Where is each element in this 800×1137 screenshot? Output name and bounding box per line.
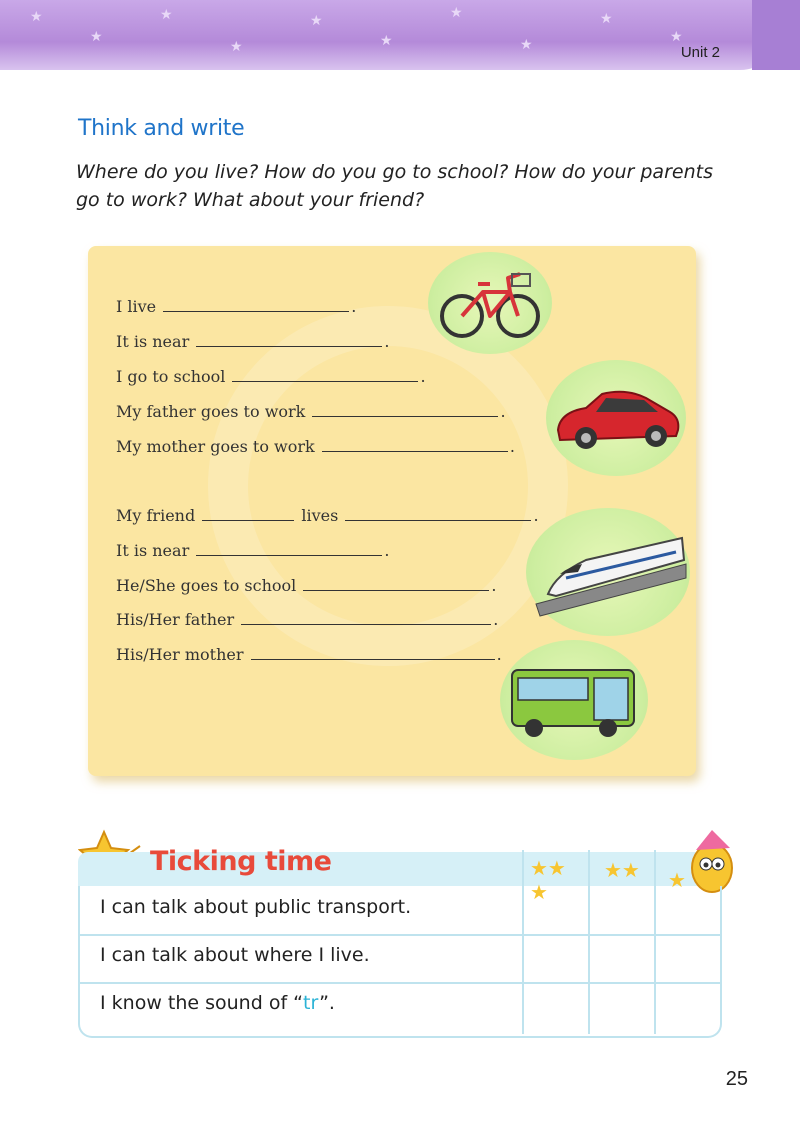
star-decoration-icon: ★: [160, 7, 173, 23]
line-prefix: I live: [116, 297, 157, 316]
answer-blank[interactable]: [196, 543, 382, 556]
stars-three-icon: ★★ ★: [530, 856, 566, 904]
line-prefix: My mother goes to work: [116, 437, 315, 456]
line-suffix: .: [493, 610, 499, 629]
stars-two-icon: ★★: [604, 858, 640, 882]
line-suffix: .: [420, 367, 426, 386]
star-decoration-icon: ★: [90, 29, 103, 45]
star-decoration-icon: ★: [380, 33, 393, 49]
star-decoration-icon: ★: [670, 29, 683, 45]
bicycle-icon: [428, 252, 552, 354]
answer-blank[interactable]: [241, 612, 491, 625]
worksheet-line: [116, 332, 389, 351]
worksheet-line: [116, 506, 539, 525]
worksheet-line: [116, 437, 515, 456]
star-decoration-icon: ★: [600, 11, 613, 27]
bus-icon: [500, 640, 648, 760]
line-prefix: My friend: [116, 506, 196, 525]
instruction-text: Where do you live? How do you go to school? How do your parents go to work? What about your friend?: [76, 161, 713, 211]
line-mid: lives: [301, 506, 339, 525]
header-band: [0, 0, 780, 70]
section-heading: Think and write: [78, 116, 245, 141]
worksheet-line: [116, 367, 426, 386]
answer-blank[interactable]: [251, 647, 495, 660]
answer-blank[interactable]: [196, 334, 382, 347]
bicycle-circle: [428, 252, 552, 354]
ticking-row: [80, 886, 720, 936]
bus-circle: [500, 640, 648, 760]
worksheet-line: [116, 645, 502, 664]
ticking-row: [80, 934, 720, 984]
answer-blank[interactable]: [322, 439, 508, 452]
ticking-row: [80, 982, 720, 1030]
line-suffix: .: [491, 576, 497, 595]
sound-highlight: tr: [303, 992, 320, 1014]
line-prefix: It is near: [116, 541, 190, 560]
line-suffix: .: [509, 437, 515, 456]
line-prefix: His/Her father: [116, 610, 235, 629]
worksheet-line: [116, 610, 498, 629]
train-icon: [526, 508, 690, 636]
worksheet-line: [116, 576, 496, 595]
unit-label: Unit 2: [680, 44, 720, 61]
ticking-row-text: I can talk about where I live.: [100, 944, 370, 966]
answer-blank[interactable]: [312, 404, 498, 417]
line-suffix: .: [384, 332, 390, 351]
line-suffix: .: [533, 506, 539, 525]
ticking-row-text: [100, 992, 335, 1014]
car-circle: [546, 360, 686, 476]
answer-blank[interactable]: [232, 369, 418, 382]
car-icon: [546, 360, 686, 476]
worksheet-line: [116, 402, 506, 421]
line-suffix: .: [496, 645, 502, 664]
star-decoration-icon: ★: [230, 39, 243, 55]
star-decoration-icon: ★: [310, 13, 323, 29]
ticking-title: Ticking time: [150, 846, 332, 877]
line-prefix: He/She goes to school: [116, 576, 297, 595]
answer-blank[interactable]: [202, 508, 294, 521]
answer-blank[interactable]: [163, 299, 349, 312]
row-text-before: I know the sound of “: [100, 992, 304, 1014]
train-circle: [526, 508, 690, 636]
line-prefix: I go to school: [116, 367, 226, 386]
worksheet-line: [116, 297, 356, 316]
ticking-time-section: [78, 828, 720, 1040]
line-prefix: My father goes to work: [116, 402, 306, 421]
star-decoration-icon: ★: [520, 37, 533, 53]
page-tab: [752, 0, 800, 70]
line-prefix: His/Her mother: [116, 645, 244, 664]
line-prefix: It is near: [116, 332, 190, 351]
star-decoration-icon: ★: [450, 5, 463, 21]
line-suffix: .: [500, 402, 506, 421]
line-suffix: .: [351, 297, 357, 316]
answer-blank[interactable]: [303, 578, 489, 591]
ticking-row-text: I can talk about public transport.: [100, 896, 412, 918]
star-decoration-icon: ★: [30, 9, 43, 25]
row-text-after: ”.: [319, 992, 335, 1014]
star-one-icon: ★: [668, 868, 686, 892]
worksheet-line: [116, 541, 389, 560]
line-suffix: .: [384, 541, 390, 560]
ticking-table: [78, 886, 722, 1038]
page-number: 25: [725, 1068, 748, 1090]
answer-blank[interactable]: [345, 508, 531, 521]
